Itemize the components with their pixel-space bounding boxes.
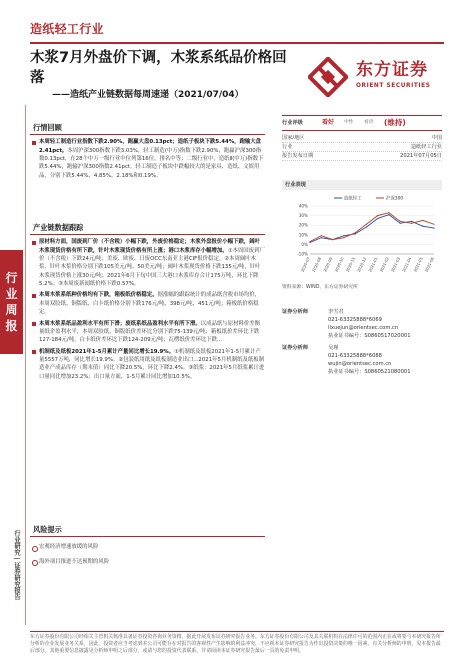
x-tick-label: 2021-01 [367, 256, 379, 273]
report-subtitle: ——造纸产业链数据每周速递（2021/07/04） [52, 90, 244, 100]
risk-item: 海外项目推进不达预期的风险 [30, 558, 265, 566]
x-tick-label: 2020-12 [356, 256, 368, 273]
logo-en: ORIENT SECURITIES [356, 83, 431, 89]
bullet [30, 238, 265, 288]
data-point [400, 221, 401, 222]
analyst-label: 证券分析师 [282, 309, 308, 315]
bullet-lead: 机制纸及纸板2021年1-5月累计产量同比增长19.9%。 [39, 348, 175, 355]
analyst-label: 证券分析师 [282, 345, 308, 352]
y-tick-label: 0% [301, 241, 308, 247]
bullet-body: 本周沪深300指数下跌3.03%，轻工制造(中万)指数下跌2.90%，跑赢沪深300指数0.13pct，在28个中万一级行业中位列第16位，排名中等；二级行业中，造纸Ⅱ(中万)指数下跌5.44%，跑输沪深300指数2.41pct。轻工制造子板块中跌幅较大的是家具、造纸、文娱用品，分别下跌5.44%、4.85%、2.18%和0.19%。 [39, 147, 264, 179]
data-point [411, 221, 412, 222]
data-point [433, 228, 434, 229]
logo-name: 东方证券 [356, 60, 428, 80]
industry-label: 造纸轻工行业 [30, 22, 104, 36]
side-note: 行业研究 | 证券研究报告 [13, 530, 20, 600]
data-point [321, 237, 322, 238]
legend-label: 造纸轻工 [344, 196, 362, 202]
section-heading: 风险提示 [30, 524, 265, 537]
bullet-lead: 本周轻工制造行业指数下跌2.90%，跑赢大盘0.13pct；造纸子板块下跌5.44%，跑输大盘2.41pct。 [39, 139, 262, 154]
y-tick-label: 30% [298, 213, 308, 219]
info-value: 造纸轻工行业 [410, 143, 442, 150]
analyst-name: 吴瑾 [328, 345, 339, 352]
x-tick-label: 2020-09 [322, 256, 334, 273]
bullet-body: 以成品纸与原材料价差衡量纸企盈利水平，本周双胶纸、铜版纸价差环比分别下跌75-139元/吨；箱板纸价差环比下跌127-184元/吨，白卡纸价差环比下跌124-209元/吨；瓦楞纸价差环比下跌... [39, 320, 261, 344]
analyst-cert: 执业证书编号：S0860517020001 [328, 333, 411, 340]
analyst-email[interactable]: lixuejun@orientsec.com.cn [328, 325, 399, 332]
section-risk [30, 524, 265, 566]
rating-value: (维持) [384, 118, 406, 127]
x-tick-label: 2021-06 [423, 256, 435, 273]
data-point [422, 226, 423, 227]
header-rule [30, 42, 444, 44]
band-char-1: 行 [5, 270, 18, 285]
rating-option-c: 看淡 [364, 120, 374, 126]
bullet-body: 据涨幅的跟踪统计的成品纸含税市场均价，本周双胶纸、铜版纸、白卡纸价格分别下跌176元/吨、398元/吨、451元/吨；箱板纸价格稳定。 [39, 292, 261, 316]
analysts [282, 308, 442, 377]
bullet-lead: 本周木浆系纸品盈利水平有所下滑；废纸系纸品盈利水平有所下滑。 [39, 320, 201, 327]
report-type-band [0, 250, 23, 354]
info-key: 报告发布日期 [282, 152, 314, 159]
data-point [309, 241, 310, 242]
info-key: 行业 [282, 143, 293, 150]
data-point [366, 224, 367, 225]
x-tick-label: 2020-08 [310, 256, 323, 273]
data-point [377, 218, 378, 219]
info-value: 中国 [431, 134, 442, 141]
data-point [400, 223, 401, 224]
y-tick-label: 10% [298, 232, 308, 238]
chart-source: 资料来源：WIND、东方证券研究所 [282, 285, 358, 291]
data-point [377, 215, 378, 216]
band-char-3: 周 [5, 303, 18, 317]
side-rule [25, 105, 26, 625]
rating-label: 行业评级 [282, 119, 303, 126]
y-tick-label: 40% [298, 203, 308, 209]
info-key: 国家/地区 [282, 134, 305, 141]
data-point [343, 237, 344, 238]
data-point [332, 239, 333, 240]
analyst-cert: 执业证书编号：S0860521080001 [328, 369, 411, 376]
data-point [321, 235, 322, 236]
rating-panel [282, 115, 442, 161]
info-value: 2021年07月05日 [400, 152, 442, 159]
bullet-lead: 原材料方面，国废到厂价（不含税）小幅下跌，外废价格稳定；木浆外盘报价小幅下跌，阔叶木浆现货价格有所下跌，针叶木浆现货价格有所上涨；港口木浆库存小幅增加。 [39, 239, 261, 254]
analyst-name: 李雪君 [328, 309, 344, 315]
data-point [388, 212, 389, 213]
disclaimer: 东方证券股份有限公司经相关主管机关核准具备证券投资咨询业务资格，据此开展发布证券研究报告业务。东方证券股份有限公司及其关联机构在法律许可的范围内正在或将要与本研究报告所分析的企业发展业务关系，因此，投资者应当考虑到本公司可能存在对报告的客观性产生影响的利益冲突，不应视本证券研究报告为作出投资决策的唯一因素。有关分析师的申明，见本报告最后部分。其他重要信息披露见分析师申明之后部分，或请与您的投资代表联系。并请阅读本证券研究报告最后一页的免责申明。 [30, 631, 444, 655]
analyst-phone: 021-63325888*6088 [328, 353, 382, 360]
analyst-card [282, 344, 442, 376]
series-line [310, 213, 434, 242]
x-tick-label: 2021-02 [378, 256, 390, 273]
data-point [354, 232, 355, 233]
bullet [30, 348, 265, 382]
bullet [30, 291, 265, 316]
bullet [30, 138, 265, 180]
rating-option-a: 看好 [322, 119, 335, 127]
data-point [388, 214, 389, 215]
y-tick-label: 20% [298, 222, 308, 228]
analyst-email[interactable]: wujin@orientsec.com.cn [328, 361, 392, 368]
report-title: 木浆7月外盘价下调，木浆系纸品价格回落 [30, 50, 287, 86]
rating-row [282, 115, 442, 131]
info-row [282, 152, 442, 161]
section-track [30, 222, 265, 381]
bullet-body: ①机制纸及纸板2021年1-5月累计产量5557万吨，同比增长19.9%。②包装纸用纸及纸板制造业出口...2021年5月机制纸及纸板制造业产成品库存（期末值）同比下降20.5%，环比下降2.4%。③纸浆：2021年5月纸浆累计进口量同比增加23.2%；出口量方面，1-5月累计同比增加10.5%。 [39, 348, 265, 380]
bullet-body: ①本周国废到厂价（不含税）下跌24元/吨；美废、欧废、日废OCC东南亚主港CIF报价稳定。②本周阔叶木浆、针叶木浆价格分别下跌105美元/吨、50美元/吨；阔叶木浆现货价格下跌135元/吨，针叶木浆现货价格上涨30元/吨；2021年6月下旬中国三大港口木浆库存合计175万吨，环比下降5.2%；③本周废新闻纸价格下跌0.57%。 [39, 247, 265, 288]
performance-chart [282, 192, 442, 282]
x-tick-label: 2020-11 [344, 256, 356, 273]
info-row [282, 143, 442, 152]
data-point [433, 224, 434, 225]
data-point [366, 227, 367, 228]
logo-mark-icon [308, 57, 348, 97]
risk-item: 宏观经济增速放缓的风险 [30, 543, 265, 551]
x-tick-label: 2020-07 [299, 256, 311, 273]
section-review [30, 122, 265, 180]
bullet-lead: 本周木浆系纸种价格均有下跌，箱板纸价格稳定。 [39, 292, 158, 299]
data-point [411, 223, 412, 224]
section-heading: 产业链数据跟踪 [30, 222, 265, 235]
x-tick-label: 2021-04 [401, 256, 413, 273]
analyst-card [282, 308, 442, 340]
company-logo [308, 57, 458, 101]
rating-option-b: 中性 [344, 120, 354, 126]
section-heading: 行情回顾 [30, 122, 265, 135]
x-tick-label: 2021-03 [389, 256, 402, 273]
band-char-2: 业 [5, 286, 18, 301]
legend-label: 沪深300 [386, 196, 404, 202]
x-tick-label: 2020-10 [333, 256, 345, 273]
performance-chart-block [282, 180, 442, 291]
x-tick-label: 2021-05 [412, 256, 424, 273]
info-row [282, 134, 442, 143]
bullet [30, 320, 265, 345]
data-point [422, 220, 423, 221]
y-tick-label: -10% [297, 251, 308, 257]
band-char-4: 报 [5, 319, 18, 334]
data-point [343, 235, 344, 236]
analyst-phone: 021-63325888*6069 [328, 317, 382, 324]
chart-title: 行业表现 [282, 180, 442, 190]
